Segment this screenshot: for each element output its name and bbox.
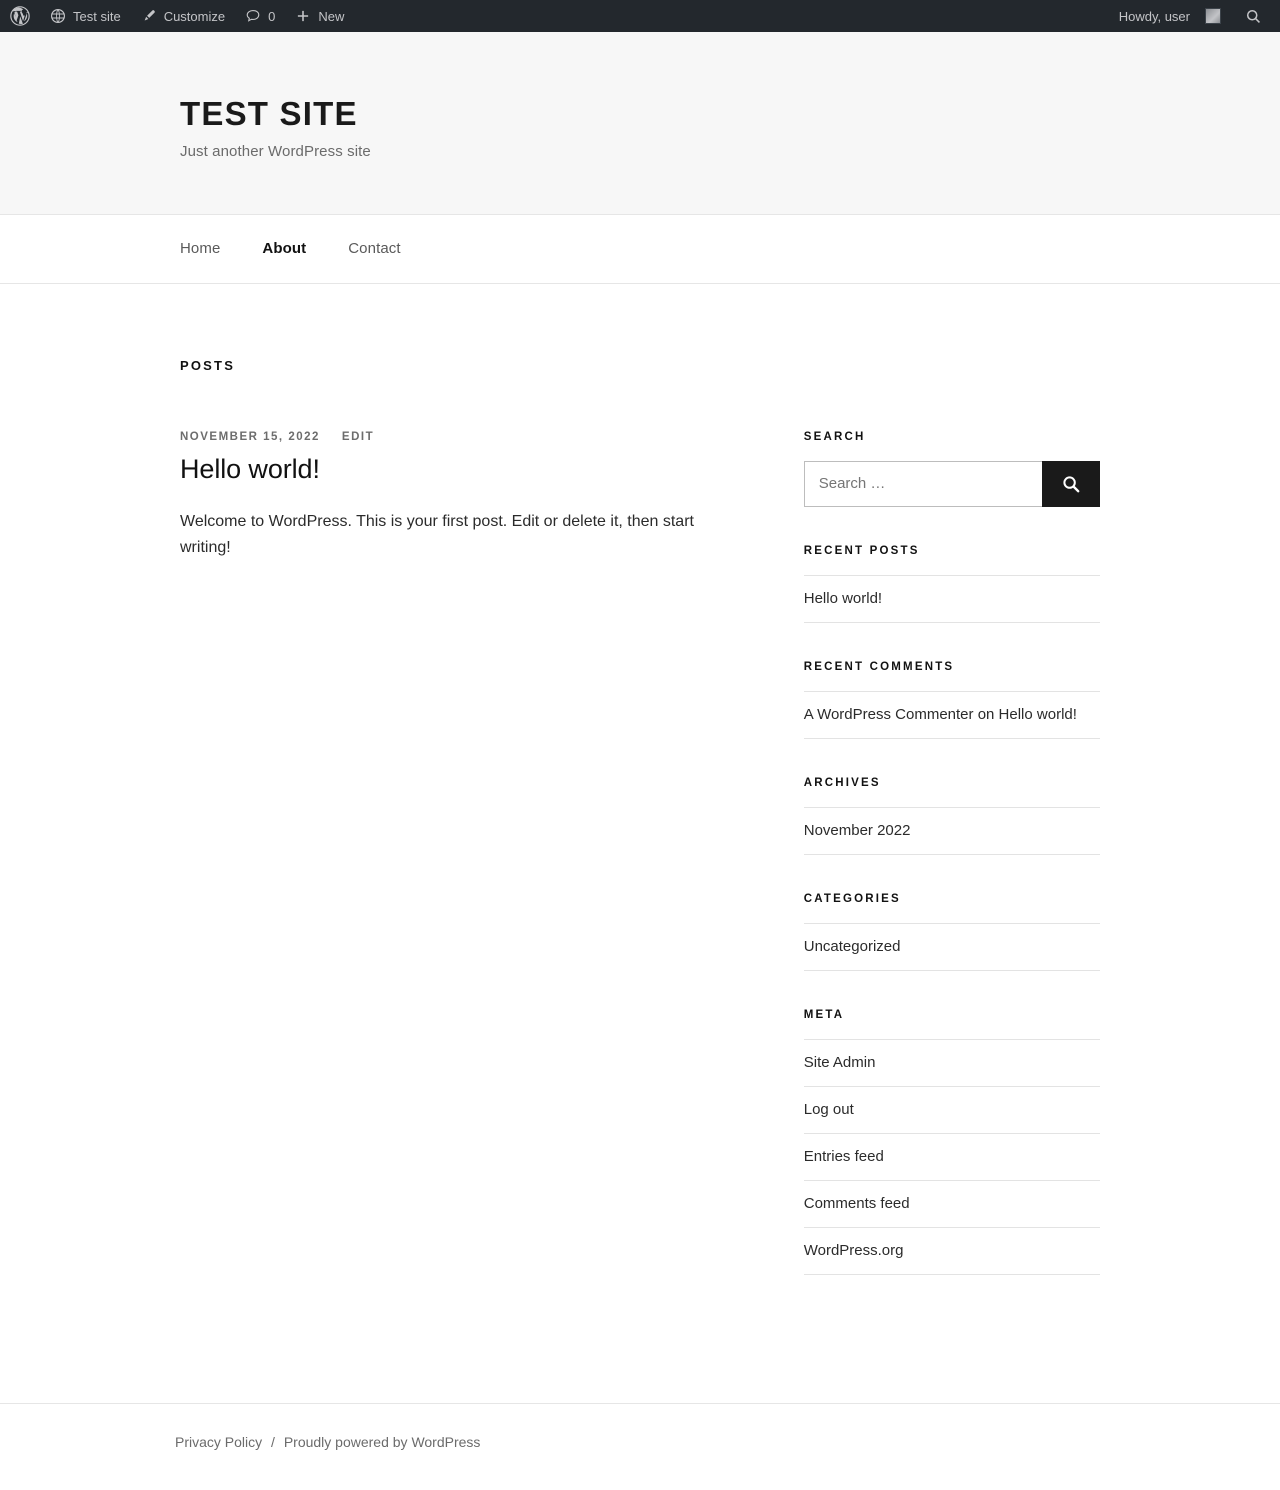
archives-list xyxy=(804,807,1100,855)
list-item xyxy=(804,807,1100,855)
list-item xyxy=(804,923,1100,971)
primary-navigation xyxy=(0,215,1280,284)
search-icon xyxy=(1061,474,1081,494)
widget-recent-posts-title: RECENT POSTS xyxy=(803,544,920,557)
admin-bar-site-name-label: Test site xyxy=(73,8,121,24)
meta-link-wordpress-org[interactable]: WordPress.org xyxy=(803,1241,904,1259)
admin-bar-site-name[interactable] xyxy=(40,0,131,32)
archive-link[interactable]: November 2022 xyxy=(803,821,911,839)
nav-item-home[interactable]: Home xyxy=(180,240,221,258)
footer-separator: / xyxy=(271,1433,275,1450)
widget-recent-posts xyxy=(804,545,1100,623)
main-content xyxy=(180,431,709,561)
list-item xyxy=(804,1181,1100,1228)
page-title[interactable]: TEST SITE xyxy=(180,95,358,132)
meta-link-comments-feed[interactable]: Comments feed xyxy=(803,1194,910,1212)
comment-author-link[interactable]: A WordPress Commenter xyxy=(803,705,974,723)
content-area xyxy=(0,284,1280,1403)
search-form xyxy=(804,461,1100,507)
privacy-policy-link[interactable]: Privacy Policy xyxy=(175,1433,263,1450)
search-input[interactable] xyxy=(804,461,1042,507)
avatar xyxy=(1205,8,1221,24)
comment-on-label: on xyxy=(977,705,995,723)
admin-bar-new-label: New xyxy=(318,8,345,24)
plus-icon xyxy=(295,8,311,24)
site-branding xyxy=(90,94,1190,160)
meta-link-log-out[interactable]: Log out xyxy=(803,1100,854,1118)
comment-post-link[interactable]: Hello world! xyxy=(998,705,1077,723)
wordpress-logo-icon xyxy=(10,6,30,26)
footer-inner xyxy=(90,1434,1190,1450)
nav-item-contact[interactable]: Contact xyxy=(348,240,401,258)
recent-comments-list xyxy=(804,691,1100,739)
list-item xyxy=(804,1228,1100,1275)
widget-categories xyxy=(804,893,1100,971)
meta-link-site-admin[interactable]: Site Admin xyxy=(803,1053,876,1071)
entry-meta xyxy=(180,431,709,443)
admin-bar-right xyxy=(1109,0,1272,32)
post-article xyxy=(180,431,709,561)
content-wrap xyxy=(90,358,1190,1313)
admin-bar-new[interactable] xyxy=(285,0,354,32)
post-title xyxy=(180,453,709,485)
posts-heading: POSTS xyxy=(180,357,236,373)
list-item xyxy=(804,1087,1100,1134)
admin-bar-customize-label: Customize xyxy=(163,8,226,24)
post-edit-link[interactable]: EDIT xyxy=(341,430,375,443)
list-item xyxy=(804,575,1100,623)
widget-search xyxy=(804,431,1100,507)
paintbrush-icon xyxy=(141,8,157,24)
site-header xyxy=(0,32,1280,215)
nav-item-about[interactable]: About xyxy=(262,240,307,258)
admin-bar-comments[interactable] xyxy=(235,0,285,32)
admin-bar-wp-logo[interactable] xyxy=(0,0,40,32)
list-item xyxy=(804,691,1100,739)
widget-archives xyxy=(804,777,1100,855)
recent-posts-list xyxy=(804,575,1100,623)
recent-post-link[interactable]: Hello world! xyxy=(803,589,883,607)
widget-meta-title: META xyxy=(803,1008,845,1021)
nav-wrap xyxy=(90,215,1190,283)
sidebar xyxy=(804,431,1100,1313)
admin-bar-my-account[interactable] xyxy=(1109,0,1231,32)
widget-recent-comments-title: RECENT COMMENTS xyxy=(803,660,955,673)
post-date-link[interactable]: NOVEMBER 15, 2022 xyxy=(180,430,320,443)
post-excerpt: Welcome to WordPress. This is your first post. Edit or delete it, then start writing! xyxy=(180,512,694,556)
admin-bar xyxy=(0,0,1280,32)
widget-archives-title: ARCHIVES xyxy=(803,776,881,789)
post-title-link[interactable]: Hello world! xyxy=(180,453,320,484)
post-content xyxy=(180,509,709,561)
admin-bar-search-button[interactable] xyxy=(1231,8,1272,25)
meta-link-entries-feed[interactable]: Entries feed xyxy=(803,1147,884,1165)
site-footer xyxy=(0,1403,1280,1490)
admin-bar-customize[interactable] xyxy=(131,0,235,32)
site-dashboard-icon xyxy=(50,8,66,24)
admin-bar-comments-count: 0 xyxy=(268,8,276,24)
wordpress-credit-link[interactable]: Proudly powered by WordPress xyxy=(283,1433,481,1450)
search-submit-button[interactable] xyxy=(1042,461,1100,507)
list-item xyxy=(804,1134,1100,1181)
widget-recent-comments xyxy=(804,661,1100,739)
search-icon xyxy=(1245,8,1262,25)
category-link[interactable]: Uncategorized xyxy=(803,937,901,955)
meta-list xyxy=(804,1039,1100,1275)
site-description: Just another WordPress site xyxy=(180,142,371,160)
widget-search-title: SEARCH xyxy=(803,430,866,443)
admin-bar-howdy-label: Howdy, user xyxy=(1118,8,1190,24)
widget-categories-title: CATEGORIES xyxy=(803,892,901,905)
comment-bubble-icon xyxy=(245,8,261,24)
categories-list xyxy=(804,923,1100,971)
nav-menu xyxy=(180,215,1100,283)
columns xyxy=(180,431,1100,1313)
widget-meta xyxy=(804,1009,1100,1275)
list-item xyxy=(804,1039,1100,1087)
